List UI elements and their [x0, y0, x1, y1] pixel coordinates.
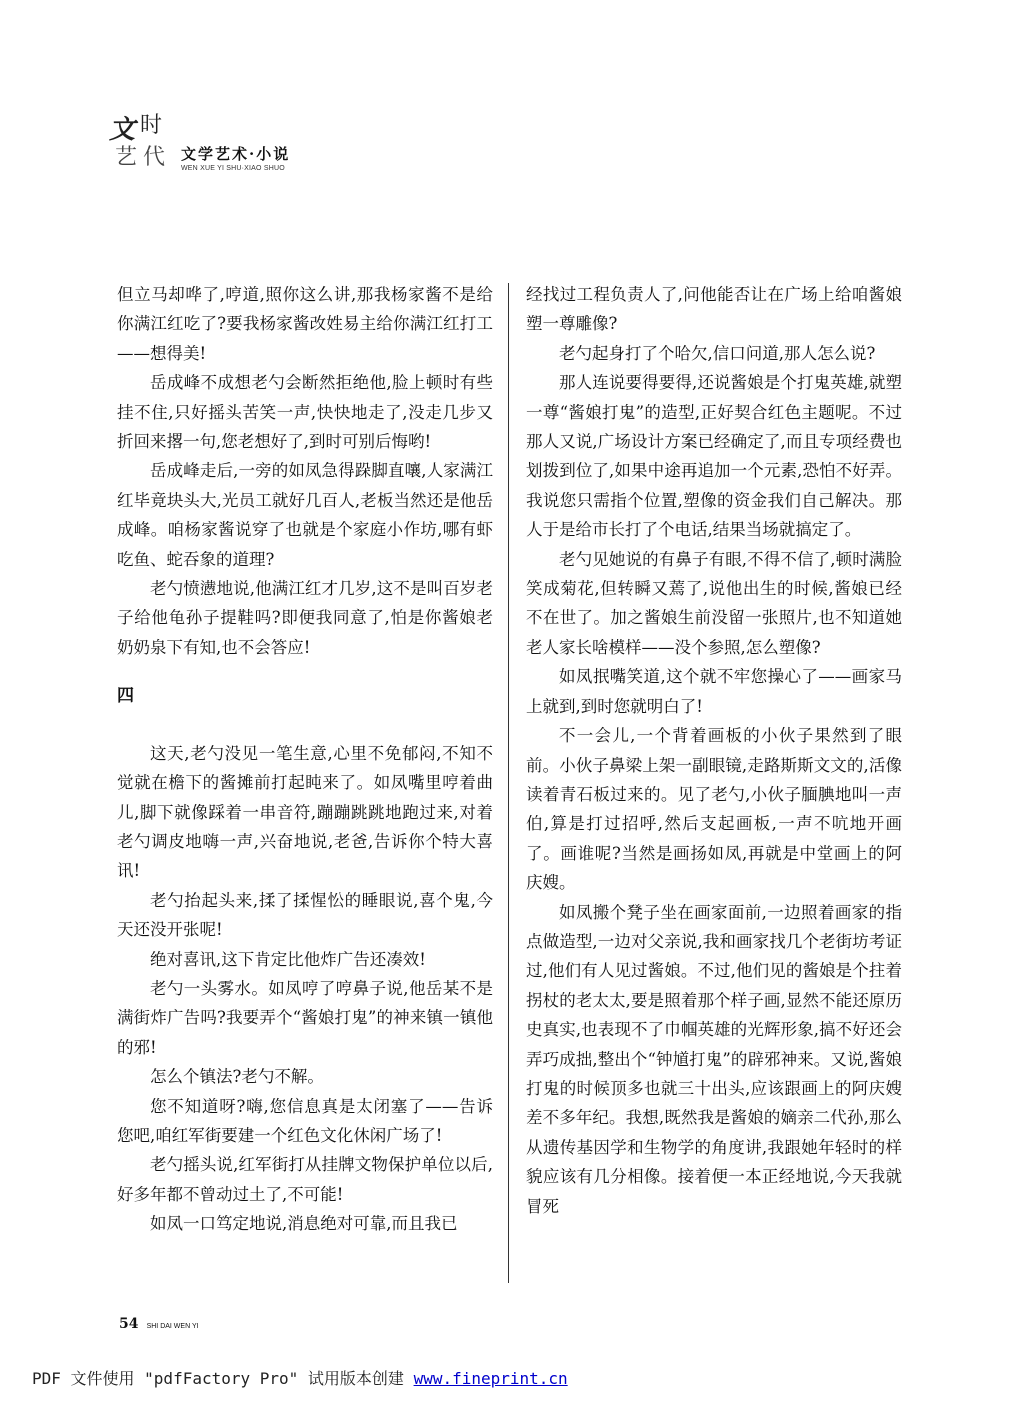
paragraph: 经找过工程负责人了,问他能否让在广场上给咱酱娘塑一尊雕像?	[526, 285, 902, 334]
fineprint-link[interactable]: www.fineprint.cn	[413, 1369, 568, 1388]
paragraph: 如凤搬个凳子坐在画家面前,一边照着画家的指点做造型,一边对父亲说,我和画家找几个老街坊考证过,他们有人见过酱娘。不过,他们见的酱娘是个拄着拐杖的老太太,要是照着那个样子画,显然不能还原历史真实,也表现不了巾帼英雄的光辉形象,搞不好还会弄巧成拙,整出个“钟馗打鬼”的辟邪神来。又说,酱娘打鬼的时候顶多也就三十出头,应该跟画上的阿庆嫂差不多年纪。我想,既然我是酱娘的嫡亲二代孙,那么从遗传基因学和生物学的角度讲,我跟她年轻时的样貌应该有几分相像。接着便一本正经地说,今天我就冒死	[526, 902, 902, 1216]
paragraph: 岳成峰走后,一旁的如凤急得跺脚直嚷,人家满江红毕竟块头大,光员工就好几百人,老板当然还是他岳成峰。咱杨家酱说穿了也就是个家庭小作坊,哪有虾吃鱼、蛇吞象的道理?	[117, 461, 493, 569]
paragraph: 如凤抿嘴笑道,这个就不牢您操心了——画家马上就到,到时您就明白了!	[526, 667, 902, 716]
logo-char: 文	[109, 115, 136, 145]
logo-char: 艺	[115, 145, 138, 170]
page-number: 54	[119, 1316, 139, 1332]
paragraph: 但立马却哗了,哼道,照你这么讲,那我杨家酱不是给你满江红吃了?要我杨家酱改姓易主给你满江红打工——想得美!	[117, 285, 493, 363]
journal-logo	[107, 115, 177, 177]
journal-header	[107, 115, 367, 177]
paragraph: 老勺起身打了个哈欠,信口问道,那人怎么说?	[559, 343, 876, 363]
paragraph: 老勺愤懑地说,他满江红才几岁,这不是叫百岁老子给他龟孙子提鞋吗?即便我同意了,怕是你酱娘老奶奶泉下有知,也不会答应!	[117, 579, 493, 657]
paragraph: 您不知道呀?嗨,您信息真是太闭塞了——告诉您吧,咱红军街要建一个红色文化休闲广场了!	[117, 1096, 493, 1145]
section-subtitle: WEN XUE YI SHU·XIAO SHUO	[181, 165, 285, 172]
pdf-watermark	[32, 1366, 568, 1389]
section-heading: 四	[117, 686, 134, 707]
watermark-text: PDF 文件使用 "pdfFactory Pro" 试用版本创建	[32, 1369, 414, 1388]
page-footer	[119, 1313, 199, 1332]
paragraph: 那人连说要得要得,还说酱娘是个打鬼英雄,就塑一尊“酱娘打鬼”的造型,正好契合红色主题呢。不过那人又说,广场设计方案已经确定了,而且专项经费也划拨到位了,如果中途再追加一个元素,恐怕不好弄。我说您只需指个位置,塑像的资金我们自己解决。那人于是给市长打了个电话,结果当场就搞定了。	[526, 373, 902, 540]
paragraph: 老勺摇头说,红军街打从挂牌文物保护单位以后,好多年都不曾动过土了,不可能!	[117, 1155, 493, 1204]
left-column	[117, 280, 493, 1239]
logo-char: 代	[143, 145, 166, 170]
paragraph: 岳成峰不成想老勺会断然拒绝他,脸上顿时有些挂不住,只好摇头苦笑一声,快快地走了,没走几步又折回来撂一句,您老想好了,到时可别后悔哟!	[117, 373, 493, 452]
journal-name: SHI DAI WEN YI	[146, 1323, 199, 1330]
paragraph: 老勺抬起头来,揉了揉惺忪的睡眼说,喜个鬼,今天还没开张呢!	[117, 890, 493, 940]
column-divider	[508, 283, 509, 1283]
paragraph: 老勺一头雾水。如凤哼了哼鼻子说,他岳某不是满街炸广告吗?我要弄个“酱娘打鬼”的神来镇一镇他的邪!	[117, 978, 493, 1057]
paragraph: 老勺见她说的有鼻子有眼,不得不信了,顿时满脸笑成菊花,但转瞬又蔫了,说他出生的时候,酱娘已经不在世了。加之酱娘生前没留一张照片,也不知道她老人家长啥模样——没个参照,怎么塑像?	[526, 549, 902, 657]
paragraph: 如凤一口笃定地说,消息绝对可靠,而且我已	[150, 1214, 458, 1234]
logo-char: 时	[140, 113, 163, 138]
paragraph: 怎么个镇法?老勺不解。	[150, 1067, 324, 1087]
paragraph: 绝对喜讯,这下肯定比他炸广告还凑效!	[150, 949, 426, 969]
section-title: 文学艺术·小说	[181, 145, 291, 163]
right-column	[526, 280, 902, 1221]
paragraph: 不一会儿,一个背着画板的小伙子果然到了眼前。小伙子鼻梁上架一副眼镜,走路斯斯文文的,活像读着青石板过来的。见了老勺,小伙子腼腆地叫一声伯,算是打过招呼,然后支起画板,一声不吭地开画了。画谁呢?当然是画扬如凤,再就是中堂画上的阿庆嫂。	[526, 726, 902, 893]
paragraph: 这天,老勺没见一笔生意,心里不免郁闷,不知不觉就在檐下的酱摊前打起盹来了。如凤嘴里哼着曲儿,脚下就像踩着一串音符,蹦蹦跳跳地跑过来,对着老勺调皮地嗨一声,兴奋地说,老爸,告诉你个特大喜讯!	[117, 743, 493, 881]
